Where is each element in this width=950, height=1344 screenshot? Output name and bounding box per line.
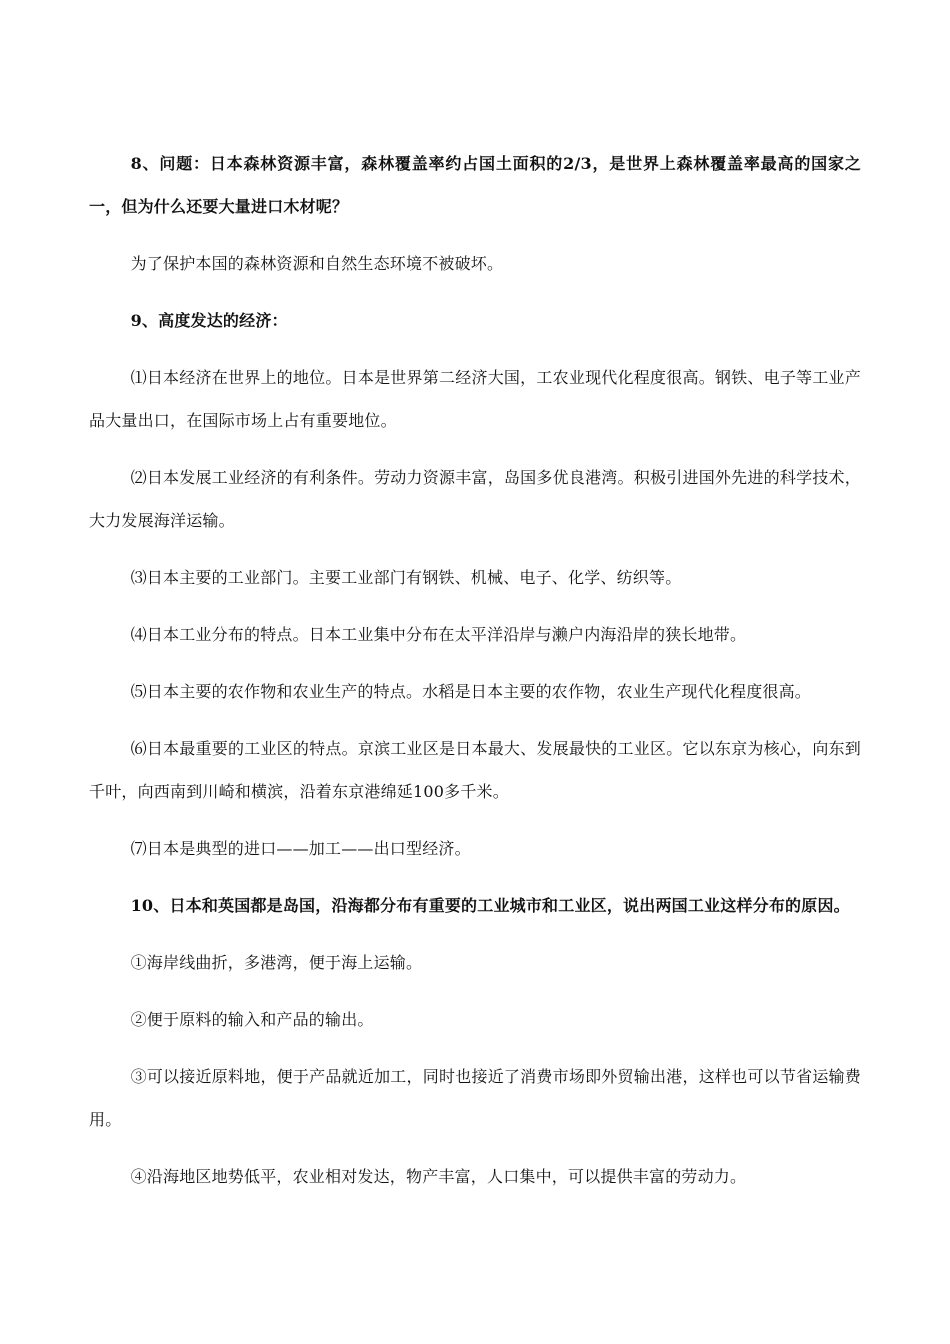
item-9-1: ⑴日本经济在世界上的地位。日本是世界第二经济大国，工农业现代化程度很高。钢铁、电子等工业产品大量出口，在国际市场上占有重要地位。 (89, 368, 861, 430)
answer-10-2: ②便于原料的输入和产品的输出。 (130, 1010, 374, 1029)
item-9-7: ⑺日本是典型的进口——加工——出口型经济。 (130, 839, 471, 858)
item-9-3: ⑶日本主要的工业部门。主要工业部门有钢铁、机械、电子、化学、纺织等。 (130, 568, 682, 587)
item-9-6: ⑹日本最重要的工业区的特点。京滨工业区是日本最大、发展最快的工业区。它以东京为核心，向东到千叶，向西南到川崎和横滨，沿着东京港绵延100多千米。 (89, 739, 861, 801)
item-9-5: ⑸日本主要的农作物和农业生产的特点。水稻是日本主要的农作物，农业生产现代化程度很高。 (130, 682, 811, 701)
document-page (89, 142, 861, 1212)
item-9-2: ⑵日本发展工业经济的有利条件。劳动力资源丰富，岛国多优良港湾。积极引进国外先进的科学技术，大力发展海洋运输。 (89, 468, 861, 530)
heading-9: 9、高度发达的经济： (130, 311, 288, 330)
answer-10-4: ④沿海地区地势低平，农业相对发达，物产丰富，人口集中，可以提供丰富的劳动力。 (130, 1167, 747, 1186)
question-10: 10、日本和英国都是岛国，沿海都分布有重要的工业城市和工业区，说出两国工业这样分布的原因。 (130, 896, 850, 915)
question-8: 8、问题：日本森林资源丰富，森林覆盖率约占国土面积的2/3，是世界上森林覆盖率最高的国家之一，但为什么还要大量进口木材呢？ (89, 154, 861, 216)
answer-10-3: ③可以接近原料地，便于产品就近加工，同时也接近了消费市场即外贸输出港，这样也可以节省运输费用。 (89, 1067, 861, 1129)
answer-10-1: ①海岸线曲折，多港湾，便于海上运输。 (130, 953, 423, 972)
item-9-4: ⑷日本工业分布的特点。日本工业集中分布在太平洋沿岸与濑户内海沿岸的狭长地带。 (130, 625, 747, 644)
answer-8: 为了保护本国的森林资源和自然生态环境不被破坏。 (130, 254, 504, 273)
